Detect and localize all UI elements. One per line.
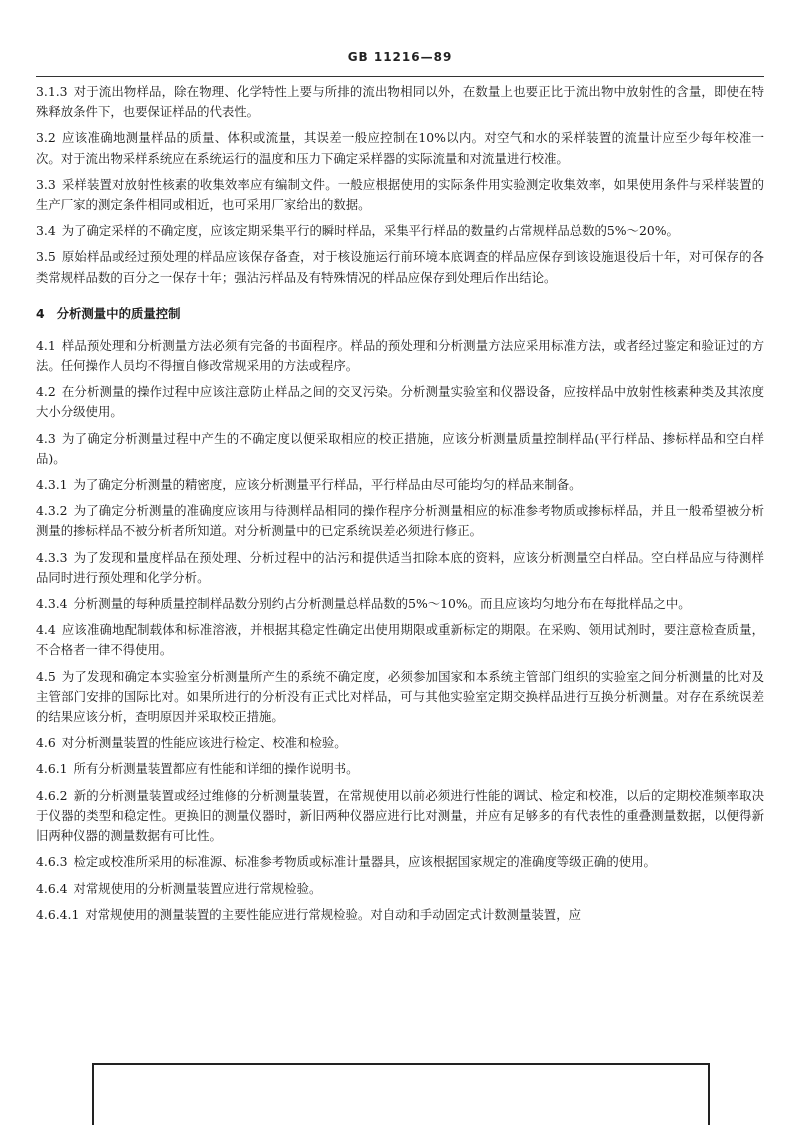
section-title: 分析测量中的质量控制 [56, 305, 181, 321]
clause-paragraph [36, 247, 764, 287]
clause-text: 应该准确地配制载体和标准溶液，并根据其稳定性确定出使用期限或重新标定的期限。在采购、领用试剂时，要注意检查质量，不合格者一律不得使用。 [36, 622, 764, 658]
clause-text: 分析测量的每种质量控制样品数分别约占分析测量总样品数的5%～10%。而且应该均匀地分布在每批样品之中。 [73, 596, 691, 612]
clause-paragraph [36, 221, 764, 241]
clause-text: 对常规使用的测量装置的主要性能应进行常规检验。对自动和手动固定式计数测量装置，应 [85, 906, 581, 922]
clause-paragraph [36, 667, 764, 728]
section-heading [36, 304, 764, 324]
clause-number: 3.2 [36, 130, 56, 146]
clause-paragraph [36, 429, 764, 469]
clause-number: 4.6.2 [36, 787, 68, 803]
clause-text: 为了确定分析测量的精密度，应该分析测量平行样品，平行样品由尽可能均匀的样品来制备。 [73, 477, 582, 493]
clause-number: 4.6.3 [36, 854, 68, 870]
footer-box [92, 1063, 710, 1125]
clause-number: 3.4 [36, 223, 56, 239]
clause-paragraph [36, 905, 764, 925]
clause-number: 4.6.4 [36, 880, 68, 896]
clause-number: 4.3.1 [36, 477, 68, 493]
clause-paragraph [36, 733, 764, 753]
clause-text: 为了发现和确定本实验室分析测量所产生的系统不确定度，必须参加国家和本系统主管部门组织的实验室之间分析测量的比对及主管部门安排的国际比对。如果所进行的分析没有正式比对样品，可与其他实验室定期交换样品进行互换分析测量。对存在系统误差的结果应该分析，查明原因并采取校正措施。 [36, 668, 764, 725]
clause-text: 在分析测量的操作过程中应该注意防止样品之间的交叉污染。分析测量实验室和仪器设备，应按样品中放射性核素种类及其浓度大小分级使用。 [36, 384, 764, 420]
clause-paragraph [36, 501, 764, 541]
clause-paragraph [36, 82, 764, 122]
clause-text: 为了确定分析测量过程中产生的不确定度以便采取相应的校正措施，应该分析测量质量控制样品(平行样品、掺标样品和空白样品)。 [36, 430, 764, 466]
clause-text: 所有分析测量装置都应有性能和详细的操作说明书。 [73, 761, 359, 777]
clause-text: 采样装置对放射性核素的收集效率应有编制文件。一般应根据使用的实际条件用实验测定收集效率，如果使用条件与采样装置的生产厂家的测定条件相同或相近，也可采用厂家给出的数据。 [36, 176, 764, 213]
clause-text: 样品预处理和分析测量方法必须有完备的书面程序。样品的预处理和分析测量方法应采用标准方法，或者经过鉴定和验证过的方法。任何操作人员均不得擅自修改常规采用的方法或程序。 [36, 337, 764, 374]
clause-number: 4.3.3 [36, 549, 68, 565]
clause-paragraph [36, 548, 764, 588]
clause-paragraph [36, 175, 764, 215]
clause-text: 为了确定分析测量的准确度应该用与待测样品相同的操作程序分析测量相应的标准参考物质或掺标样品，并且一般希望被分析测量的掺标样品不被分析者所知道。对分析测量中的已定系统误差必须进行修正。 [36, 503, 764, 539]
clause-paragraph [36, 336, 764, 376]
clause-text: 应该准确地测量样品的质量、体积或流量，其误差一般应控制在10%以内。对空气和水的采样装置的流量计应至少每年校准一次。对于流出物采样系统应在系统运行的温度和压力下确定采样器的实际流量和对流量进行校准。 [36, 130, 764, 166]
clause-paragraph [36, 786, 764, 847]
clause-text: 新的分析测量装置或经过维修的分析测量装置，在常规使用以前必须进行性能的调试、检定和校准，以后的定期校准频率取决于仪器的类型和稳定性。更换旧的测量仪器时，新旧两种仪器应进行比对测量，并应有足够多的有代表性的重叠测量数据，以便得新旧两种仪器的测量数据有可比性。 [36, 787, 764, 844]
clause-text: 对常规使用的分析测量装置应进行常规检验。 [73, 880, 322, 896]
clause-number: 4.2 [36, 384, 56, 400]
clause-number: 4.3.2 [36, 503, 68, 519]
section-3-paragraphs [36, 82, 764, 288]
clause-paragraph [36, 879, 764, 899]
clause-text: 对于流出物样品，除在物理、化学特性上要与所排的流出物相同以外，在数量上也要正比于流出物中放射性的含量，即使在特殊释放条件下，也要保证样品的代表性。 [36, 84, 764, 120]
clause-number: 4.5 [36, 668, 56, 684]
clause-number: 3.3 [36, 176, 56, 192]
clause-paragraph [36, 759, 764, 779]
section-4-paragraphs [36, 336, 764, 925]
section-number: 4 [36, 305, 45, 321]
clause-text: 为了确定采样的不确定度，应该定期采集平行的瞬时样品，采集平行样品的数量约占常规样品总数的5%～20%。 [61, 223, 679, 239]
clause-number: 4.6.4.1 [36, 906, 80, 922]
clause-paragraph [36, 382, 764, 422]
clause-paragraph [36, 852, 764, 872]
document-body [36, 82, 764, 931]
clause-number: 4.6 [36, 735, 56, 751]
clause-number: 4.1 [36, 337, 56, 353]
clause-paragraph [36, 128, 764, 168]
clause-number: 4.4 [36, 622, 56, 638]
clause-text: 检定或校准所采用的标准源、标准参考物质或标准计量器具，应该根据国家规定的准确度等级正确的使用。 [73, 854, 656, 870]
page-header: GB 11216—89 [347, 50, 453, 64]
clause-number: 4.6.1 [36, 761, 68, 777]
clause-paragraph [36, 620, 764, 660]
clause-paragraph [36, 475, 764, 495]
clause-paragraph [36, 594, 764, 614]
header-rule [36, 76, 764, 77]
clause-number: 4.3 [36, 430, 56, 446]
clause-number: 3.1.3 [36, 84, 68, 99]
clause-text: 原始样品或经过预处理的样品应该保存备查，对于核设施运行前环境本底调查的样品应保存到该设施退役后十年，对可保存的各类常规样品数的百分之一保存十年；强沾污样品及有特殊情况的样品应保存到处理后作出结论。 [36, 249, 764, 285]
clause-number: 4.3.4 [36, 596, 68, 612]
clause-text: 为了发现和量度样品在预处理、分析过程中的沾污和提供适当扣除本底的资料，应该分析测量空白样品。空白样品应与待测样品同时进行预处理和化学分析。 [36, 549, 764, 585]
clause-number: 3.5 [36, 249, 56, 265]
clause-text: 对分析测量装置的性能应该进行检定、校准和检验。 [61, 735, 347, 751]
